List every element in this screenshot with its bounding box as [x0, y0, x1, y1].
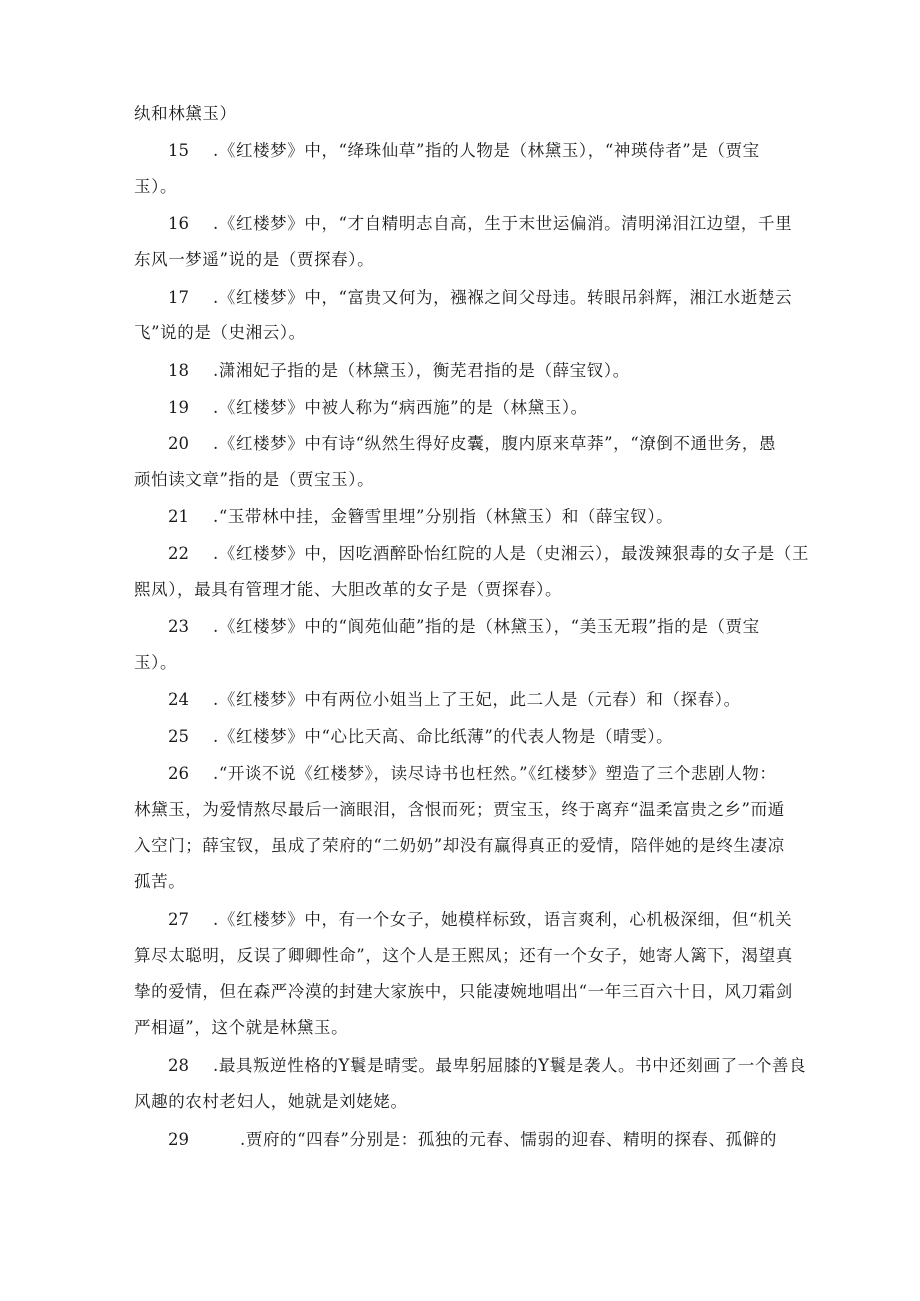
item-line: .《红楼梦》中有诗“纵然生得好皮囊，腹内原来草莽”，“潦倒不通世务，愚	[213, 434, 777, 453]
item-number: 19	[168, 398, 189, 417]
item-line: .《红楼梦》中，有一个女子，她模样标致，语言爽利，心机极深细，但“机关	[213, 910, 793, 929]
item-line: 孤苦。	[134, 872, 186, 891]
item-line: .《红楼梦》中被人称为“病西施”的是（林黛玉）。	[213, 398, 588, 417]
item-number: 20	[168, 434, 189, 453]
item-number: 26	[168, 764, 189, 783]
item-line: .《红楼梦》中的“阆苑仙葩”指的是（林黛玉），“美玉无瑕”指的是（贾宝	[213, 617, 760, 636]
item-line: 风趣的农村老妇人，她就是刘姥姥。	[134, 1092, 408, 1111]
item-number: 28	[168, 1056, 189, 1075]
item-line: .贾府的“四春”分别是：孤独的元春、懦弱的迎春、精明的探春、孤僻的	[240, 1130, 777, 1149]
item-number: 29	[168, 1130, 189, 1149]
item-line: 玉）。	[134, 177, 178, 196]
item-number: 18	[168, 361, 189, 380]
item-line: 飞”说的是（史湘云）。	[134, 323, 306, 342]
item-number: 15	[168, 141, 189, 160]
item-line: 算尽太聪明，反误了卿卿性命”，这个人是王熙凤；还有一个女子，她寄人篱下，渴望真	[134, 946, 793, 965]
item-number: 24	[168, 690, 189, 709]
item-line: 东风一梦遥”说的是（贾探春）。	[134, 250, 375, 269]
item-number: 22	[168, 544, 189, 563]
item-line: 熙凤），最具有管理才能、大胆改革的女子是（贾探春）。	[134, 580, 563, 599]
item-line: .潇湘妃子指的是（林黛玉），衡芜君指的是（薛宝钗）。	[213, 361, 630, 380]
continuation-line: 纨和林黛玉）	[134, 104, 237, 123]
item-number: 25	[168, 727, 189, 746]
item-number: 16	[168, 214, 189, 233]
item-line: 玉）。	[134, 653, 178, 672]
item-line: .《红楼梦》中，因吃酒醉卧怡红院的人是（史湘云），最泼辣狠毒的女子是（王	[213, 544, 810, 563]
item-line: .“玉带林中挂，金簪雪里埋”分别指（林黛玉）和（薛宝钗）。	[213, 507, 674, 526]
item-line: 严相逼”，这个就是林黛玉。	[134, 1018, 349, 1037]
item-number: 27	[168, 910, 189, 929]
item-line: .《红楼梦》中有两位小姐当上了王妃，此二人是（元春）和（探春）。	[213, 690, 741, 709]
item-line: 顽怕读文章”指的是（贾宝玉）。	[134, 470, 375, 489]
item-line: .《红楼梦》中，“绛珠仙草”指的人物是（林黛玉），“神瑛侍者”是（贾宝	[213, 141, 760, 160]
item-line: .最具叛逆性格的Y鬟是晴雯。最卑躬屈膝的Y鬟是袭人。书中还刻画了一个善良	[213, 1056, 807, 1075]
item-line: .《红楼梦》中，“才自精明志自高，生于末世运偏消。清明涕泪江边望，千里	[213, 214, 793, 233]
item-line: .《红楼梦》中，“富贵又何为，襁褓之间父母违。转眼吊斜辉，湘江水逝楚云	[213, 288, 793, 307]
item-line: .“开谈不说《红楼梦》，读尽诗书也枉然。”《红楼梦》塑造了三个悲剧人物：	[213, 764, 777, 783]
item-number: 23	[168, 617, 189, 636]
item-line: .《红楼梦》中“心比天高、命比纸薄”的代表人物是（晴雯）。	[213, 727, 674, 746]
item-line: 林黛玉，为爱情熬尽最后一滴眼泪，含恨而死；贾宝玉，终于离弃“温柔富贵之乡”而遁	[134, 800, 785, 819]
item-number: 21	[168, 507, 189, 526]
item-line: 入空门；薛宝钗，虽成了荣府的“二奶奶”却没有赢得真正的爱情，陪伴她的是终生凄凉	[134, 836, 785, 855]
item-line: 挚的爱情，但在森严冷漠的封建大家族中，只能凄婉地唱出“一年三百六十日，风刀霜剑	[134, 982, 793, 1001]
item-number: 17	[168, 288, 189, 307]
